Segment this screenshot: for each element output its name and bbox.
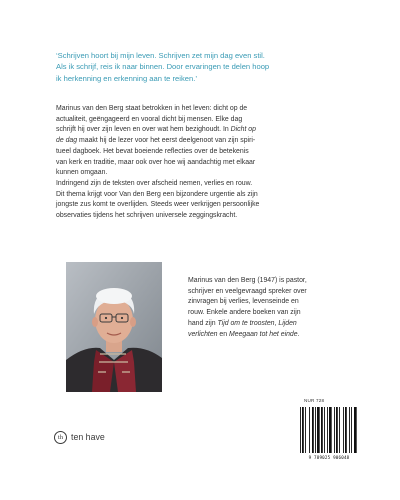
book-title-italic: Meegaan tot het einde <box>229 330 298 338</box>
bio-punctuation: , <box>274 319 277 327</box>
bio-line: schrijver en veelgevraagd spreker over <box>188 287 307 295</box>
book-title-italic: Dicht op <box>230 126 256 134</box>
bio-text-run: hand zijn <box>188 319 216 327</box>
barcode-bar <box>321 407 323 453</box>
barcode-bar <box>324 407 325 453</box>
bio-line: Marinus van den Berg (1947) is pastor, <box>188 277 307 284</box>
barcode-bar <box>309 407 310 453</box>
blurb-line <box>56 136 356 147</box>
blurb-line: Marinus van den Berg staat betrokken in het leven: dicht op de <box>56 105 248 112</box>
blurb-line: actualiteit, geëngageerd en vooral dicht bij mensen. Elke dag <box>56 115 243 123</box>
blurb-line <box>56 125 356 136</box>
quote-line: Als ik schrijf, reis ik naar binnen. Door ervaringen te delen hoop <box>56 62 270 72</box>
barcode-bar <box>339 407 340 453</box>
barcode-bar <box>354 407 357 453</box>
barcode-bar <box>334 407 335 453</box>
publisher-mark <box>54 429 105 445</box>
blurb-line: Dit thema krijgt voor Van den Berg een bijzondere urgentie als zijn <box>56 190 258 198</box>
blurb-line: Indringend zijn de teksten over afscheid nemen, verlies en rouw. <box>56 179 253 187</box>
barcode-bar <box>300 407 301 453</box>
blurb-line: van kerk en traditie, maar ook over hoe wij aandachtig met elkaar <box>56 158 256 166</box>
blurb-line: observaties tijdens het schrijven universele zeggingskracht. <box>56 212 238 220</box>
blurb-line: tueel dagboek. Het bevat boeiende reflecties over de betekenis <box>56 147 249 155</box>
publisher-logo-icon: th <box>54 431 67 444</box>
barcode-bar <box>327 407 328 453</box>
bio-line: zinvragen bij verlies, levenseinde en <box>188 298 299 306</box>
bio-line <box>188 319 358 330</box>
quote-line: ik herkenning en erkenning aan te reiken.’ <box>56 73 197 83</box>
quote-line: ‘Schrijven hoort bij mijn leven. Schrijven zet mijn dag even stil. <box>56 51 265 60</box>
author-bio <box>188 276 358 340</box>
barcode-bar <box>305 407 306 453</box>
bio-line: rouw. Enkele andere boeken van zijn <box>188 309 301 317</box>
cover-quote <box>56 50 356 84</box>
barcode-bar <box>317 407 320 453</box>
publisher-name: ten have <box>71 432 105 442</box>
barcode-bar <box>336 407 338 453</box>
bio-punctuation: . <box>297 330 300 338</box>
isbn-barcode <box>298 405 360 465</box>
barcode-bar <box>329 407 332 453</box>
book-title-italic: Tijd om te troosten <box>217 319 275 327</box>
blurb-text <box>56 104 356 222</box>
bio-text-run: en <box>219 330 228 338</box>
nur-code: NUR 728 <box>304 398 325 403</box>
blurb-text-run: maakt hij de lezer voor het eerst deelgenoot van zijn spiri- <box>79 137 256 145</box>
blurb-text-run: schrijft hij over zijn leven en over wat hem bezighoudt. In <box>56 126 229 134</box>
author-photo-illustration <box>66 262 162 392</box>
bio-line <box>188 330 358 341</box>
barcode-bar <box>312 407 314 453</box>
barcode-bar <box>315 407 316 453</box>
barcode-bar <box>351 407 352 453</box>
barcode-bar <box>302 407 304 453</box>
barcode-bar <box>343 407 344 453</box>
barcode-bar <box>345 407 347 453</box>
barcode-bar <box>349 407 350 453</box>
isbn-number: 9 789025 906048 <box>308 455 350 460</box>
blurb-line: jongste zus komt te overlijden. Steeds weer verkrijgen persoonlijke <box>56 201 260 209</box>
author-portrait <box>66 262 162 392</box>
blurb-line: kunnen omgaan. <box>56 169 108 177</box>
book-title-italic: Lijden <box>278 319 297 327</box>
barcode-icon <box>300 407 358 455</box>
book-title-italic: verlichten <box>188 330 218 338</box>
book-title-italic: de dag <box>56 137 78 145</box>
